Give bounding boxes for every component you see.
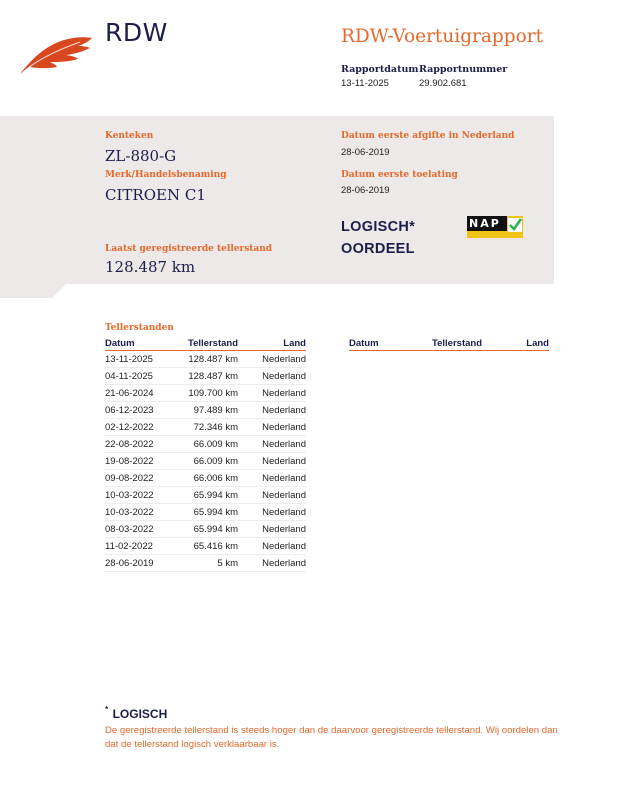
footnote-title-text: LOGISCH — [112, 707, 168, 721]
row-datum: 02-12-2022 — [105, 419, 175, 436]
row-datum: 13-11-2025 — [105, 351, 175, 368]
odometer-section-title: Tellerstanden — [105, 323, 174, 333]
table-row — [105, 368, 306, 385]
last-odometer-label: Laatst geregistreerde tellerstand — [105, 244, 273, 254]
col-land-2: Land — [482, 338, 549, 351]
table-row — [105, 487, 306, 504]
row-datum: 10-03-2022 — [105, 504, 175, 521]
col-tellerstand-2: Tellerstand — [419, 338, 482, 351]
odometer-table — [105, 338, 306, 572]
table-row — [105, 436, 306, 453]
row-tellerstand: 66.006 km — [175, 470, 238, 487]
row-land: Nederland — [238, 453, 306, 470]
row-tellerstand: 128.487 km — [175, 368, 238, 385]
row-datum: 09-08-2022 — [105, 470, 175, 487]
row-datum: 28-06-2019 — [105, 555, 175, 572]
row-land: Nederland — [238, 487, 306, 504]
row-datum: 06-12-2023 — [105, 402, 175, 419]
row-tellerstand: 5 km — [175, 555, 238, 572]
row-land: Nederland — [238, 538, 306, 555]
row-tellerstand: 109.700 km — [175, 385, 238, 402]
table-row — [105, 419, 306, 436]
row-land: Nederland — [238, 436, 306, 453]
row-datum: 04-11-2025 — [105, 368, 175, 385]
footnote-title — [105, 705, 167, 723]
odometer-table-2 — [349, 338, 549, 351]
info-panel-background — [0, 116, 554, 298]
plate-value: ZL-880-G — [105, 147, 177, 165]
check-icon — [507, 217, 523, 233]
row-tellerstand: 65.416 km — [175, 538, 238, 555]
row-datum: 22-08-2022 — [105, 436, 175, 453]
row-land: Nederland — [238, 368, 306, 385]
row-land: Nederland — [238, 419, 306, 436]
table-row — [105, 521, 306, 538]
row-datum: 10-03-2022 — [105, 487, 175, 504]
first-admission-label: Datum eerste toelating — [341, 170, 458, 180]
col-land: Land — [238, 338, 306, 351]
first-issue-nl-label: Datum eerste afgifte in Nederland — [341, 131, 515, 141]
row-tellerstand: 66.009 km — [175, 436, 238, 453]
first-issue-nl-value: 28-06-2019 — [341, 147, 390, 158]
row-tellerstand: 66.009 km — [175, 453, 238, 470]
row-tellerstand: 65.994 km — [175, 521, 238, 538]
col-tellerstand: Tellerstand — [175, 338, 238, 351]
org-name: RDW — [105, 18, 168, 47]
report-date: 13-11-2025 — [341, 78, 389, 89]
col-datum: Datum — [105, 338, 175, 351]
row-datum: 21-06-2024 — [105, 385, 175, 402]
row-land: Nederland — [238, 351, 306, 368]
table-row — [105, 453, 306, 470]
row-tellerstand: 72.346 km — [175, 419, 238, 436]
table-row — [105, 538, 306, 555]
make-label: Merk/Handelsbenaming — [105, 170, 227, 180]
verdict-line1: LOGISCH* — [341, 219, 416, 235]
rdw-feather-logo — [18, 34, 94, 76]
report-number: 29.902.681 — [419, 78, 467, 89]
row-land: Nederland — [238, 402, 306, 419]
plate-label: Kenteken — [105, 131, 154, 141]
row-tellerstand: 97.489 km — [175, 402, 238, 419]
footnote-text: De geregistreerde tellerstand is steeds hoger dan de daarvoor geregistreerde tellerstand. Wij oordelen dan dat de tellerstand logisch verklaarbaar is. — [105, 725, 558, 750]
row-datum: 11-02-2022 — [105, 538, 175, 555]
nap-logo — [467, 216, 523, 238]
table-row — [105, 402, 306, 419]
row-tellerstand: 128.487 km — [175, 351, 238, 368]
table-row — [105, 385, 306, 402]
row-land: Nederland — [238, 385, 306, 402]
first-admission-value: 28-06-2019 — [341, 185, 390, 196]
odometer-table-header — [105, 338, 306, 351]
row-tellerstand: 65.994 km — [175, 487, 238, 504]
table-row — [105, 351, 306, 368]
row-datum: 08-03-2022 — [105, 521, 175, 538]
verdict-line2: OORDEEL — [341, 241, 415, 257]
row-land: Nederland — [238, 521, 306, 538]
row-land: Nederland — [238, 504, 306, 521]
last-odometer-value: 128.487 km — [105, 258, 196, 276]
make-value: CITROEN C1 — [105, 186, 206, 204]
report-title: RDW-Voertuigrapport — [341, 26, 544, 47]
table-row — [105, 504, 306, 521]
row-land: Nederland — [238, 555, 306, 572]
report-date-label: Rapportdatum — [341, 64, 419, 75]
table-row — [105, 470, 306, 487]
row-datum: 19-08-2022 — [105, 453, 175, 470]
odometer-table-2-header — [349, 338, 549, 351]
nap-logo-text: NAP — [469, 217, 501, 230]
col-datum-2: Datum — [349, 338, 419, 351]
row-tellerstand: 65.994 km — [175, 504, 238, 521]
report-number-label: Rapportnummer — [419, 64, 508, 75]
footnote-star: * — [105, 705, 109, 714]
table-row — [105, 555, 306, 572]
row-land: Nederland — [238, 470, 306, 487]
